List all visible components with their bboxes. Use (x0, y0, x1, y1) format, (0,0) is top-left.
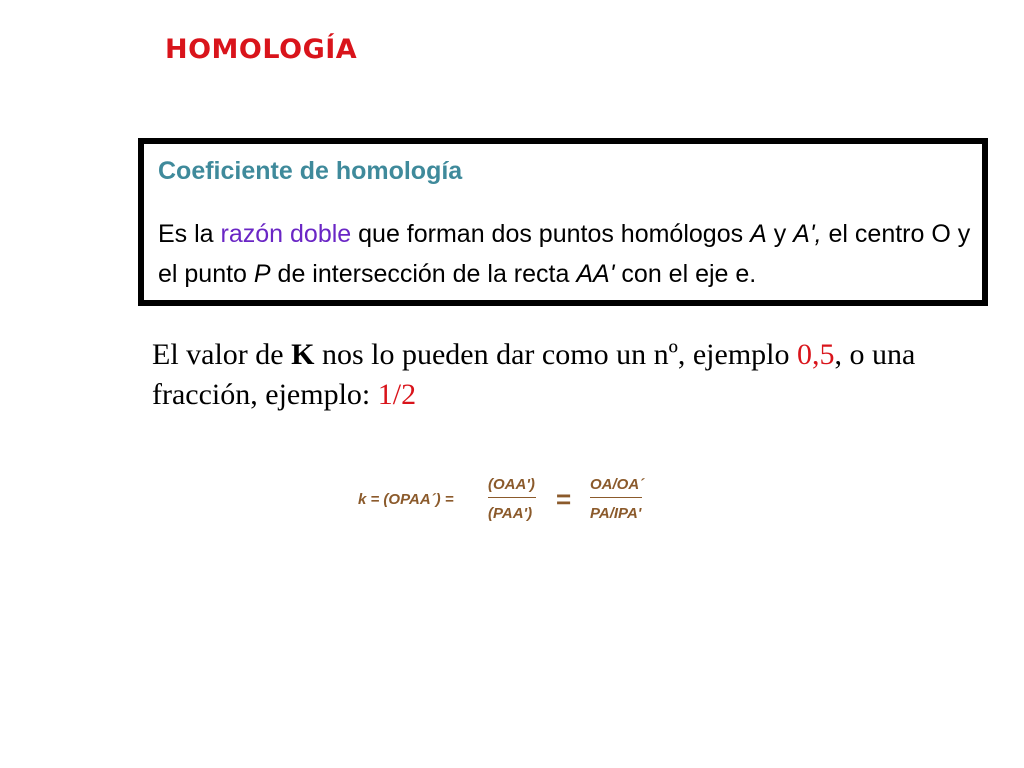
example-fraction: 1/2 (377, 378, 417, 411)
paragraph-text: El valor de (152, 338, 292, 371)
formula-lhs: k = (OPAA´) = (358, 491, 454, 508)
k-symbol: K (291, 338, 315, 371)
definition-text: con el eje e. (614, 260, 757, 288)
definition-text: el centro O y el punto (158, 220, 971, 288)
example-decimal: 0,5 (797, 338, 835, 371)
formula-numerator-2: OA/OA´ (590, 476, 645, 493)
definition-box (138, 138, 988, 306)
fraction-bar-2 (590, 497, 642, 498)
fraction-bar-1 (488, 497, 536, 498)
k-value-paragraph (152, 335, 972, 415)
definition-text: que forman dos puntos homólogos (351, 220, 751, 248)
definition-text: de intersección de la recta (270, 260, 577, 288)
razon-doble-term: razón doble (220, 220, 352, 248)
formula-equals: = (556, 484, 572, 514)
line-aa-prime: AA' (576, 260, 615, 288)
definition-text: y (766, 220, 794, 248)
formula-denominator-2: PA/IPA' (590, 505, 642, 522)
definition-text: Es la (158, 220, 221, 248)
paragraph-text: nos lo pueden dar como un nº, ejemplo (314, 338, 798, 371)
formula-denominator-1: (PAA') (488, 505, 533, 522)
paragraph-text: , o una fracción, ejemplo: (152, 338, 916, 411)
definition-heading: Coeficiente de homología (158, 157, 463, 185)
definition-body (158, 214, 973, 294)
point-a: A (750, 220, 767, 248)
slide-title: HOMOLOGÍA (165, 34, 358, 65)
point-p: P (253, 260, 271, 288)
point-a-prime: A', (793, 220, 822, 248)
formula-numerator-1: (OAA') (488, 476, 535, 493)
